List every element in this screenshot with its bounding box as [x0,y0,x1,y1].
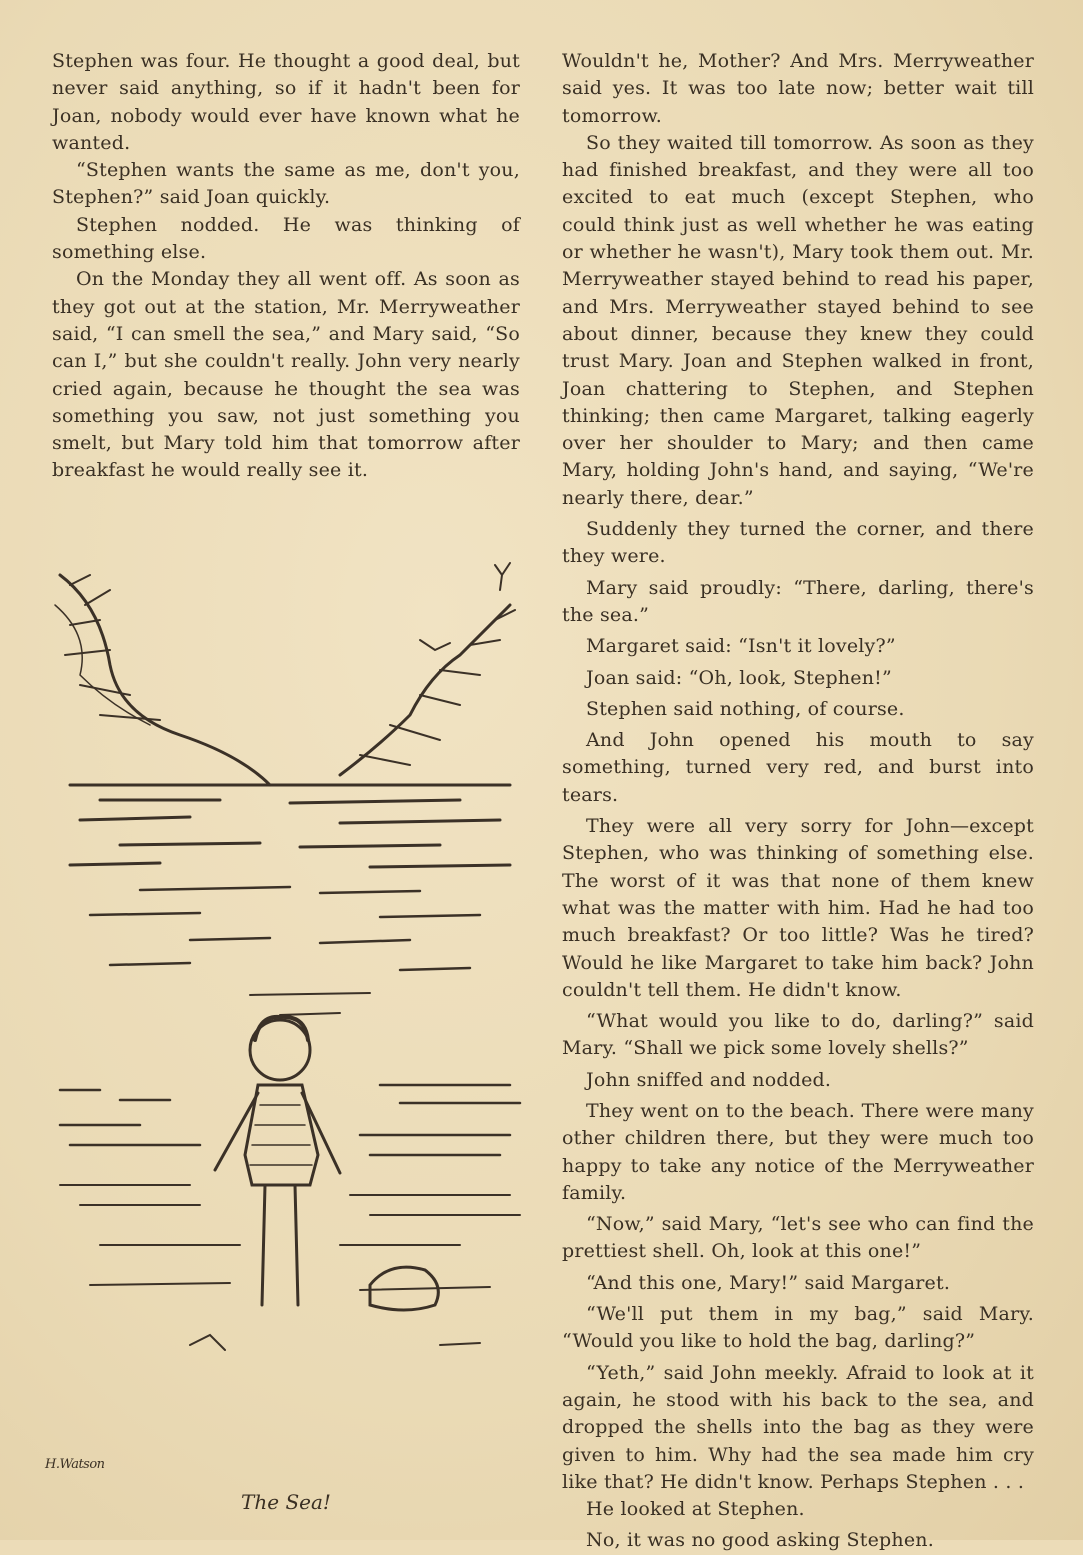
paragraph: “And this one, Mary!” said Margaret. [586,1271,951,1294]
paragraph: “Now,” said Mary, “let's see who can find the prettiest shell. Oh, look at this one!” [562,1213,1034,1263]
paragraph: “We'll put them in my bag,” said Mary. “Would you like to hold the bag, darling?” [562,1303,1034,1353]
paragraph: Stephen was four. He thought a good deal, but never said anything, so if it hadn't been for Joan, nobody would ever have known what he wanted. [52,50,520,154]
paragraph: Wouldn't he, Mother? And Mrs. Merryweather said yes. It was too late now; better wait till tomorrow. [562,50,1034,127]
paragraph: They went on to the beach. There were many other children there, but they were much too happy to take any notice of the Merryweather family. [562,1099,1034,1204]
paragraph: Margaret said: “Isn't it lovely?” [586,635,896,658]
paragraph: No, it was no good asking Stephen. [586,1529,934,1552]
paragraph: Stephen said nothing, of course. [586,697,905,720]
left-column [52,48,520,485]
paragraph: “Yeth,” said John meekly. Afraid to look at it again, he stood with his back to the sea, and dropped the shells into the bag as they were given to him. Why had the sea made him cry like that? He didn't know. Perhaps Stephen . . . [562,1361,1034,1493]
paragraph: “Stephen wants the same as me, don't you, Stephen?” said Joan quickly. [52,159,520,209]
child-at-sea-drawing [40,545,530,1495]
paragraph: So they waited till tomorrow. As soon as they had finished breakfast, and they were all too excited to eat much (except Stephen, who could think just as well whether he was eating or whether he wasn't), Mary took them out. Mr. Merryweather stayed behind to read his paper, and Mrs. Merryweather stayed behind to see about dinner, because they knew they could trust Mary. Joan and Stephen walked in front, Joan chattering to Stephen, and Stephen thinking; then came Margaret, talking eagerly over her shoulder to Mary; and then came Mary, holding John's hand, and saying, “We're nearly there, dear.” [562,131,1034,509]
figure-caption: The Sea! [241,1490,331,1514]
artist-signature: H.Watson [45,1457,105,1472]
paragraph: And John opened his mouth to say something, turned very red, and burst into tears. [562,729,1034,806]
paragraph: Mary said proudly: “There, darling, there's the sea.” [562,576,1034,626]
paragraph: He looked at Stephen. [586,1498,805,1521]
paragraph: Stephen nodded. He was thinking of something else. [52,213,520,264]
paragraph: John sniffed and nodded. [586,1068,832,1091]
right-column [562,48,1034,1555]
paragraph: They were all very sorry for John—except Stephen, who was thinking of something else. The worst of it was that none of them knew what was the matter with him. Had he had too much breakfast? Or too little? Was he tired? Would he like Margaret to take him back? John couldn't tell them. He didn't know. [562,815,1034,1001]
paragraph: On the Monday they all went off. As soon as they got out at the station, Mr. Merryweather said, “I can smell the sea,” and Mary said, “So can I,” but she couldn't really. John very nearly cried again, because he thought the sea was something you saw, not just something you smelt, but Mary told him that tomorrow after breakfast he would really see it. [52,268,520,482]
paragraph: Joan said: “Oh, look, Stephen!” [586,666,892,689]
sea-illustration [40,545,530,1495]
paragraph: “What would you like to do, darling?” said Mary. “Shall we pick some lovely shells?” [562,1010,1034,1060]
paragraph: Suddenly they turned the corner, and there they were. [562,518,1034,568]
